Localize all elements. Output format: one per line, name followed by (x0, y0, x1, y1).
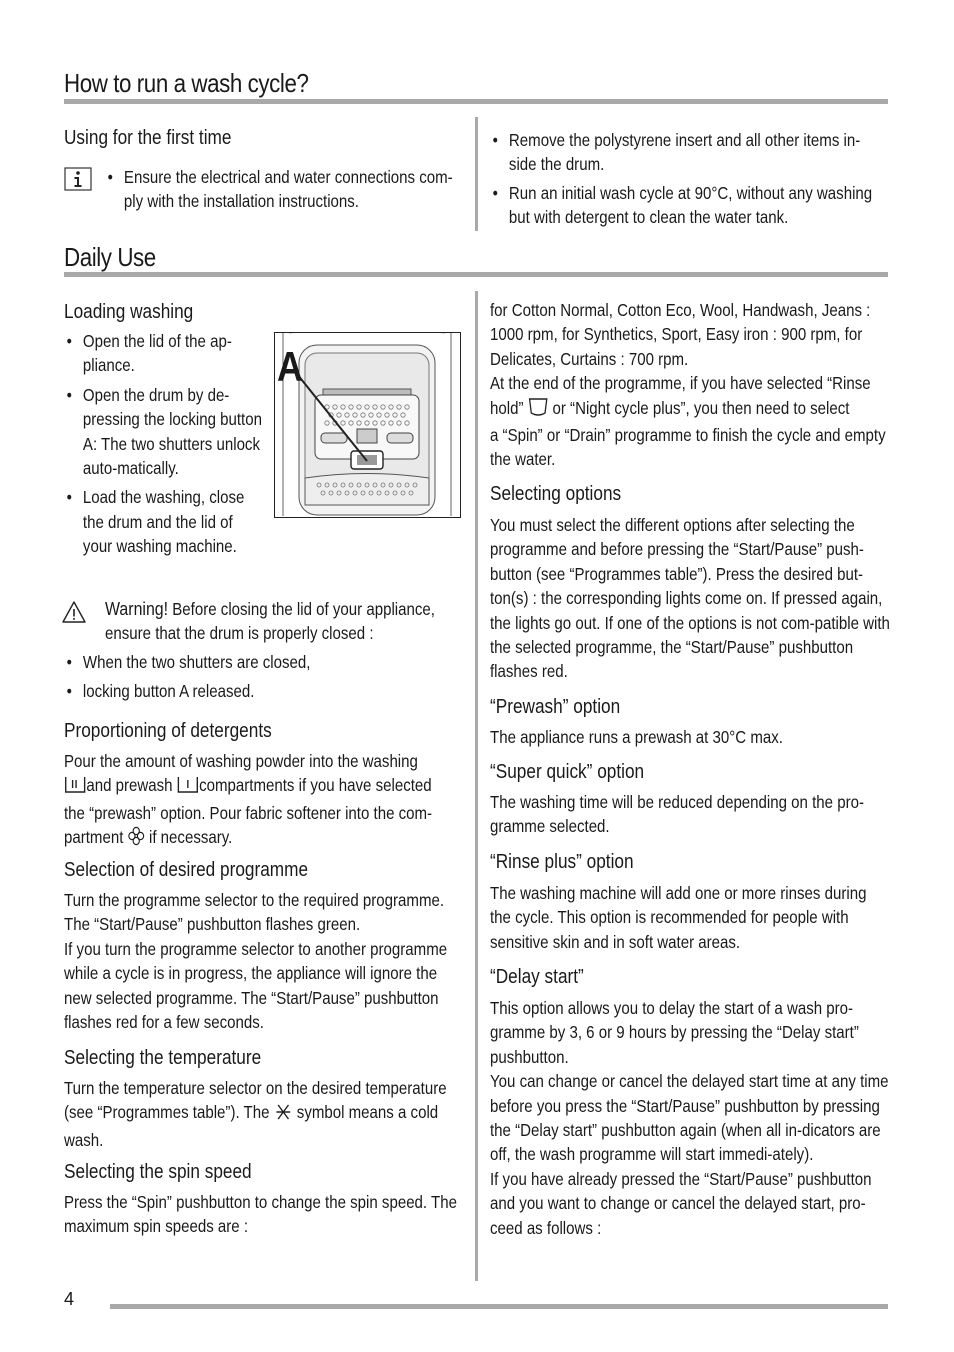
rinse-hold-line: a “Spin” or “Drain” programme to finish the cycle and empty the water. (490, 425, 886, 470)
temperature-heading: Selecting the temperature (64, 1046, 262, 1069)
super-quick-heading: “Super quick” option (490, 760, 645, 783)
programme-text (64, 888, 465, 1034)
rinse-hold-tub-icon (528, 397, 549, 423)
detergents-text (64, 749, 468, 853)
temperature-line: wash. (64, 1129, 104, 1150)
paragraph: If you have already pressed the “Start/Pause” pushbutton and you want to change or cancel the delayed start, pro-ceed as follows : (490, 1168, 872, 1238)
paragraph: You must select the different options after selecting the programme and before pressing the “Start/Pause” push-button (see “Programmes table”). Press the desired but-ton(s) : the corresponding lights come on. If pressed again, the lights go out. If one of the options is not com-patible with the selected programme, the “Start/Pause” pushbutton flashes red. (490, 515, 890, 682)
options-text (490, 513, 891, 684)
spin-heading: Selecting the spin speed (64, 1160, 252, 1183)
list-item: • Run an initial wash cycle at 90°C, without any washing but with detergent to clean the water tank. (490, 181, 887, 230)
paragraph: for Cotton Normal, Cotton Eco, Wool, Handwash, Jeans : 1000 rpm, for Synthetics, Sport, Easy iron : 900 rpm, for Delicates, Curtains : 700 rpm. (490, 300, 871, 369)
warning-label: Warning! (105, 598, 169, 619)
rinse-hold-line: hold” (490, 397, 524, 418)
list-item: • Open the drum by de-pressing the locking button A: The two shutters unlock auto-matically. (64, 383, 270, 481)
spin-continued (490, 298, 891, 472)
warning-bullets (64, 650, 460, 704)
first-time-bullets-right (490, 128, 887, 230)
detergents-line: and prewash (86, 775, 173, 796)
prewash-text (490, 725, 891, 749)
paragraph: The appliance runs a prewash at 30°C max. (490, 727, 783, 747)
paragraph: Turn the programme selector to the required programme. The “Start/Pause” pushbutton flashes green. (64, 890, 445, 935)
spin-text (64, 1190, 465, 1239)
section-title-daily-use: Daily Use (64, 242, 156, 272)
detergents-line: Pour the amount of washing powder into the washing (64, 751, 418, 771)
temperature-line: symbol means a cold (296, 1102, 439, 1123)
cold-wash-snowflake-icon (274, 1103, 293, 1127)
warning-icon (62, 600, 86, 624)
loading-bullets (64, 329, 270, 559)
title-rule (64, 99, 888, 104)
softener-flower-icon (128, 826, 145, 852)
detergents-line: the “prewash” option. Pour fabric softener into the com- (64, 802, 433, 823)
paragraph: The washing machine will add one or more rinses during the cycle. This option is recommended for people with sensitive skin and in soft water areas. (490, 883, 867, 952)
daily-use-rule (64, 272, 888, 277)
paragraph: Press the “Spin” pushbutton to change the spin speed. The maximum spin speeds are : (64, 1192, 457, 1237)
paragraph: This option allows you to delay the start of a wash pro-gramme by 3, 6 or 9 hours by pressing the “Delay start” pushbutton. (490, 998, 859, 1067)
figure-label-a: A (277, 343, 303, 390)
detergents-line: compartments if you have selected (199, 775, 432, 796)
temperature-line: (see “Programmes table”). The (64, 1102, 270, 1123)
temperature-text (64, 1076, 468, 1152)
temperature-line: Turn the temperature selector on the desired temperature (64, 1078, 447, 1098)
rinse-hold-line: or “Night cycle plus”, you then need to select (552, 397, 850, 418)
delay-start-text (490, 996, 891, 1240)
first-time-bullets-left (105, 165, 462, 214)
info-icon (64, 167, 92, 191)
first-time-heading: Using for the first time (64, 126, 232, 149)
detergents-heading: Proportioning of detergents (64, 719, 272, 742)
list-item: • When the two shutters are closed, (64, 650, 460, 674)
paragraph: You can change or cancel the delayed start time at any time before you press the “Start/Pause” pushbutton by pressing the “Delay start” pushbutton again (when all in-dicators are off, the wash programme will start immedi-ately). (490, 1071, 889, 1165)
prewash-heading: “Prewash” option (490, 695, 621, 718)
rinse-plus-heading: “Rinse plus” option (490, 850, 634, 873)
rinse-hold-line: At the end of the programme, if you have selected “Rinse (490, 373, 871, 394)
prewash-compartment-icon (177, 776, 199, 800)
detergents-line: partment (64, 827, 124, 848)
super-quick-text (490, 790, 891, 839)
programme-heading: Selection of desired programme (64, 858, 309, 881)
list-item: • locking button A released. (64, 679, 460, 703)
paragraph: If you turn the programme selector to another programme while a cycle is in progress, the appliance will ignore the new selected programme. The “Start/Pause” pushbutton flashes red for a few seconds. (64, 938, 448, 1033)
warning-body: Before closing the lid of your appliance, ensure that the drum is properly closed : (105, 599, 435, 644)
list-item: • Open the lid of the ap-pliance. (64, 329, 270, 378)
options-heading: Selecting options (490, 482, 622, 505)
list-item: • Ensure the electrical and water connections com-ply with the installation instructions. (105, 165, 462, 214)
list-item: • Remove the polystyrene insert and all other items in-side the drum. (490, 128, 887, 177)
footer-rule (110, 1304, 888, 1309)
column-divider (475, 291, 478, 1281)
appliance-figure (274, 332, 461, 518)
list-item: • Load the washing, close the drum and the lid of your washing machine. (64, 485, 264, 558)
detergents-line: if necessary. (148, 827, 233, 848)
page-number: 4 (64, 1289, 75, 1309)
page-title: How to run a wash cycle? (64, 68, 309, 98)
delay-start-heading: “Delay start” (490, 965, 584, 988)
loading-heading: Loading washing (64, 300, 194, 323)
paragraph: The washing time will be reduced depending on the pro-gramme selected. (490, 792, 864, 837)
washing-compartment-icon (64, 776, 86, 800)
column-divider (475, 117, 478, 231)
rinse-plus-text (490, 881, 891, 954)
warning-text (105, 597, 462, 646)
